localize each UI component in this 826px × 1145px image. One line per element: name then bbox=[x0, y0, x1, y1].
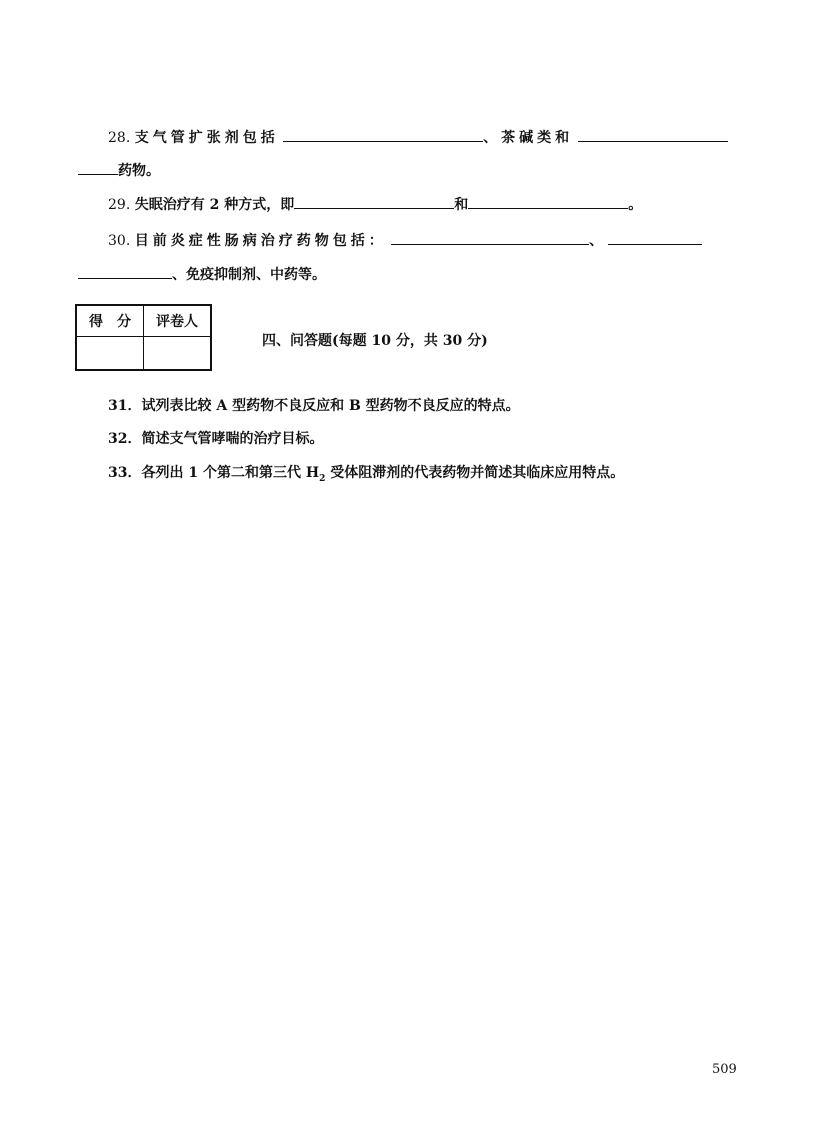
question-33-text-after: 受体阻滞剂的代表药物并简述其临床应用特点。 bbox=[325, 465, 625, 481]
question-30-number: 30. bbox=[108, 233, 131, 249]
question-30-blank-1[interactable] bbox=[391, 230, 589, 245]
question-29-number: 29. bbox=[108, 197, 131, 213]
question-29-line bbox=[108, 194, 642, 214]
question-29-blank-2[interactable] bbox=[468, 194, 628, 209]
question-33-subscript: 2 bbox=[319, 473, 326, 484]
score-label: 得 分 bbox=[76, 305, 144, 337]
grader-cell[interactable] bbox=[144, 337, 212, 371]
score-cell[interactable] bbox=[76, 337, 144, 371]
question-30-blank-2[interactable] bbox=[608, 230, 702, 245]
question-28-number: 28. bbox=[108, 130, 131, 146]
score-table-header-row bbox=[76, 305, 211, 337]
question-30-text-b: 、 bbox=[589, 233, 604, 249]
question-33 bbox=[108, 464, 624, 488]
question-28-blank-3[interactable] bbox=[78, 160, 118, 175]
section-title: 四、问答题(每题 10 分，共 30 分) bbox=[262, 333, 488, 349]
question-32: 32．简述支气管哮喘的治疗目标。 bbox=[108, 431, 324, 447]
question-30-line2 bbox=[78, 264, 326, 284]
question-30-text-a: 目前炎症性肠病治疗药物包括： bbox=[134, 233, 387, 249]
question-29-blank-1[interactable] bbox=[294, 194, 454, 209]
score-table-input-row bbox=[76, 337, 211, 371]
page-number: 509 bbox=[712, 1062, 737, 1077]
score-table bbox=[75, 304, 212, 371]
question-28-line1 bbox=[108, 127, 728, 147]
question-29-text-a: 失眠治疗有 2 种方式，即 bbox=[134, 197, 295, 213]
question-29-text-b: 和 bbox=[454, 197, 469, 213]
question-28-text-a: 支气管扩张剂包括 bbox=[134, 130, 279, 146]
question-28-text-c: 药物。 bbox=[118, 163, 160, 179]
question-28-line2 bbox=[78, 160, 160, 180]
question-28-blank-1[interactable] bbox=[283, 127, 483, 142]
question-29-text-c: 。 bbox=[628, 197, 643, 213]
question-30-blank-3[interactable] bbox=[78, 264, 172, 279]
question-28-text-b: 、茶碱类和 bbox=[483, 130, 574, 146]
grader-label: 评卷人 bbox=[144, 305, 212, 337]
question-31: 31．试列表比较 A 型药物不良反应和 B 型药物不良反应的特点。 bbox=[108, 398, 520, 414]
question-30-line1 bbox=[108, 230, 702, 250]
question-30-text-c: 、免疫抑制剂、中药等。 bbox=[172, 267, 326, 283]
question-33-text-before: 33．各列出 1 个第二和第三代 H bbox=[108, 465, 320, 481]
question-28-blank-2[interactable] bbox=[578, 127, 728, 142]
